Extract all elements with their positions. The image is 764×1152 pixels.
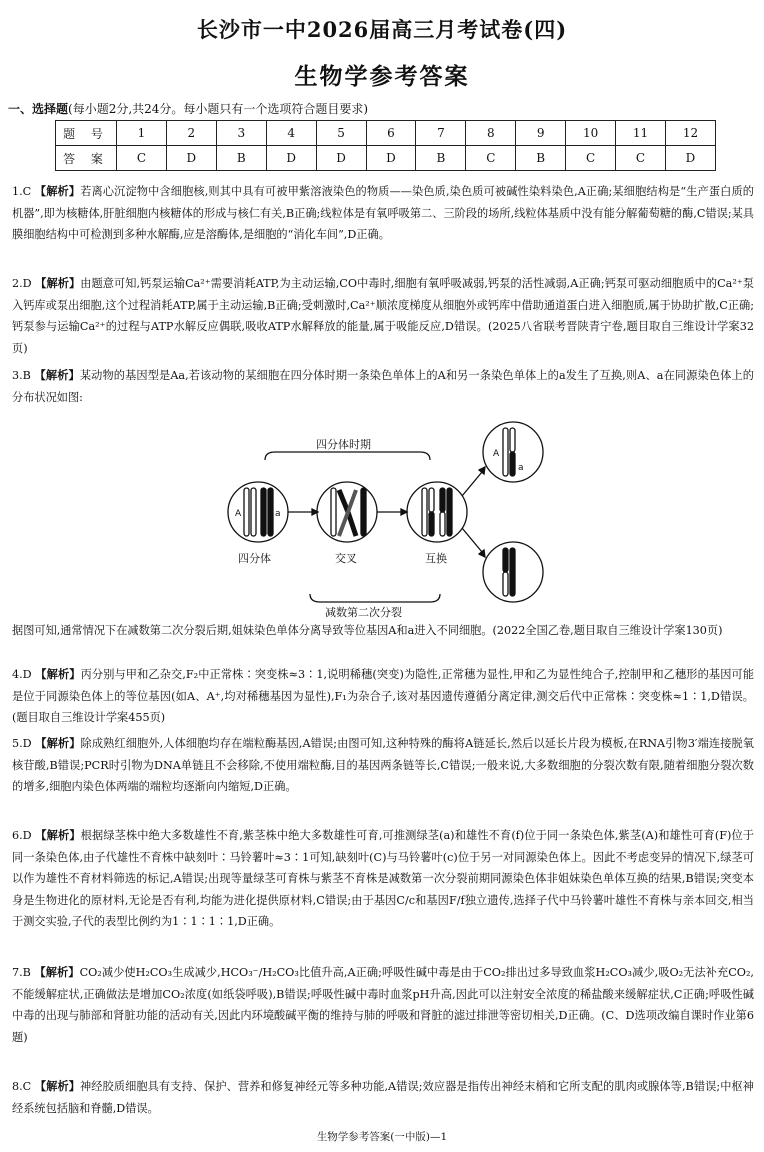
question-3-explanation: 3.B 【解析】某动物的基因型是Aa,若该动物的某细胞在四分体时期一条染色单体上的A和另一条染色单体上的a发生了互换,则A、a在同源染色体上的分布状况如图: bbox=[12, 369, 754, 404]
table-cell: D bbox=[366, 146, 416, 171]
chromosome-crossover-diagram bbox=[220, 412, 550, 618]
question-1-explanation: 1.C 【解析】若离心沉淀物中含细胞核,则其中具有可被甲紫溶液染色的物质——染色质,染色质可被碱性染料染色,A正确;某细胞结构是“生产蛋白质的机器”,即为核糖体,肝脏细胞内核糖体的形成与核仁有关,B正确;线粒体是有氧呼吸第二、三阶段的场所,线粒体基质中没有能分解葡萄糖的酶,C错误;某具膜细胞结构中可检测到多种水解酶,应是溶酶体,是细胞的“消化车间”,D正确。 bbox=[12, 185, 754, 242]
stage-label-tetrad: 四分体 bbox=[238, 552, 271, 565]
question-4-explanation: 4.D 【解析】丙分别与甲和乙杂交,F₂中正常株∶突变株≈3∶1,说明稀穗(突变)为隐性,正常穗为显性,甲和乙为显性纯合子,控制甲和乙穗形的基因可能是位于同源染色体上的等位基因(如A、A⁺,均对稀穗基因为显性),F₁为杂合子,该对基因遗传遵循分离定律,测交后代中正常株∶突变株≈1∶1,D错误。(题目取自三维设计学案455页) bbox=[12, 668, 755, 725]
bottom-label: 减数第二次分裂 bbox=[325, 606, 402, 618]
table-cell: B bbox=[216, 146, 266, 171]
row-header-number: 题 号 bbox=[56, 121, 117, 146]
table-cell: 4 bbox=[266, 121, 316, 146]
table-cell: D bbox=[665, 146, 715, 171]
allele-label-a: a bbox=[275, 509, 281, 519]
table-cell: C bbox=[566, 146, 616, 171]
allele-label-A-top: A bbox=[493, 449, 500, 459]
page-subtitle: 生物学参考答案 bbox=[294, 63, 470, 90]
question-8-explanation: 8.C 【解析】神经胶质细胞具有支持、保护、营养和修复神经元等多种功能,A错误;效应器是指传出神经末梢和它所支配的肌肉或腺体等,B错误;中枢神经系统包括脑和脊髓,D错误。 bbox=[12, 1080, 754, 1115]
answer-table bbox=[55, 120, 716, 171]
table-cell: 3 bbox=[216, 121, 266, 146]
table-cell: 5 bbox=[316, 121, 366, 146]
table-cell: 9 bbox=[516, 121, 566, 146]
table-cell: 6 bbox=[366, 121, 416, 146]
answer-table-answer-row bbox=[56, 146, 716, 171]
table-cell: 2 bbox=[166, 121, 216, 146]
page-title: 长沙市一中2026届高三月考试卷(四) bbox=[196, 17, 568, 42]
table-cell: 8 bbox=[466, 121, 516, 146]
allele-label-A: A bbox=[235, 509, 242, 519]
page-footer: 生物学参考答案(一中版)—1 bbox=[316, 1131, 448, 1143]
section-label: 一、选择题 bbox=[8, 102, 69, 116]
question-6-explanation: 6.D 【解析】根据绿茎株中绝大多数雄性不育,紫茎株中绝大多数雄性可育,可推测绿茎(a)和雄性不育(f)位于同一条染色体,紫茎(A)和雄性可育(F)位于同一条染色体,由子代雄性不育株中缺刻叶∶马铃薯叶≈3∶1可知,缺刻叶(C)与马铃薯叶(c)位于另一对同源染色体上。因此不考虑变异的情况下,绿茎可以作为雄性不育材料筛选的标记,A错误;出现等量绿茎可育株与紫茎不育株是减数第一次分裂前期同源染色体非姐妹染色单体互换的结果,B错误;突变本身是生物进化的原材料,无论是否有利,均能为进化提供原材料,C错误;由于基因C/c和基因F/f独立遗传,选择子代中马铃薯叶雄性不育株与亲本回交,相当于测交实验,子代的表型比例约为1∶1∶1∶1,D正确。 bbox=[12, 829, 754, 929]
table-cell: C bbox=[117, 146, 167, 171]
table-cell: 7 bbox=[416, 121, 466, 146]
table-cell: 1 bbox=[117, 121, 167, 146]
section-heading bbox=[8, 100, 368, 117]
stage-label-exchange: 互换 bbox=[425, 552, 447, 565]
answer-table-number-row bbox=[56, 121, 716, 146]
question-7-explanation: 7.B 【解析】CO₂减少使H₂CO₃生成减少,HCO₃⁻/H₂CO₃比值升高,A正确;呼吸性碱中毒是由于CO₂排出过多导致血浆H₂CO₃减少,吸O₂无法补充CO₂,不能缓解症状,正确做法是增加CO₂浓度(如纸袋呼吸),B错误;呼吸性碱中毒时血浆pH升高,因此可以注射安全浓度的稀盐酸来缓解症状,C正确;呼吸性碱中毒的出现与肺部和肾脏功能的活动有关,因此内环境酸碱平衡的维持与肺的呼吸和肾脏的滤过排泄等密切相关,D正确。(C、D选项改编自课时作业第6题) bbox=[12, 966, 754, 1044]
question-3-conclusion: 据图可知,通常情况下在减数第二次分裂后期,姐妹染色单体分离导致等位基因A和a进入不同细胞。(2022全国乙卷,题目取自三维设计学案130页) bbox=[12, 624, 723, 637]
stage-label-cross: 交叉 bbox=[335, 552, 357, 565]
section-note: (每小题2分,共24分。每小题只有一个选项符合题目要求) bbox=[68, 102, 369, 116]
table-cell: D bbox=[266, 146, 316, 171]
table-cell: B bbox=[516, 146, 566, 171]
table-cell: 11 bbox=[616, 121, 666, 146]
question-5-explanation: 5.D 【解析】除成熟红细胞外,人体细胞均存在端粒酶基因,A错误;由图可知,这种特殊的酶将A链延长,然后以延长片段为模板,在RNA引物3′端连接脱氧核苷酸,B错误;PCR时引物为DNA单链且不会移除,不使用端粒酶,目的基因两条链等长,C错误;一般来说,大多数细胞的分裂次数有限,随着细胞分裂次数的增多,细胞内染色体两端的端粒均逐渐向内缩短,D正确。 bbox=[12, 737, 754, 794]
table-cell: D bbox=[316, 146, 366, 171]
row-header-answer: 答 案 bbox=[56, 146, 117, 171]
table-cell: C bbox=[466, 146, 516, 171]
top-label: 四分体时期 bbox=[316, 438, 371, 451]
allele-label-a-top: a bbox=[518, 463, 524, 473]
question-2-explanation: 2.D 【解析】由题意可知,钙泵运输Ca²⁺需要消耗ATP,为主动运输,CO中毒时,细胞有氧呼吸减弱,钙泵的活性减弱,A正确;钙泵可驱动细胞质中的Ca²⁺泵入钙库或泵出细胞,这个过程消耗ATP,属于主动运输,B正确;受刺激时,Ca²⁺顺浓度梯度从细胞外或钙库中借助通道蛋白进入细胞质,属于协助扩散,C正确;钙泵参与运输Ca²⁺的过程与ATP水解反应偶联,吸收ATP水解释放的能量,属于吸能反应,D错误。(2025八省联考晋陕青宁卷,题目取自三维设计学案32页) bbox=[12, 277, 754, 355]
table-cell: 12 bbox=[665, 121, 715, 146]
table-cell: C bbox=[616, 146, 666, 171]
table-cell: B bbox=[416, 146, 466, 171]
table-cell: 10 bbox=[566, 121, 616, 146]
table-cell: D bbox=[166, 146, 216, 171]
